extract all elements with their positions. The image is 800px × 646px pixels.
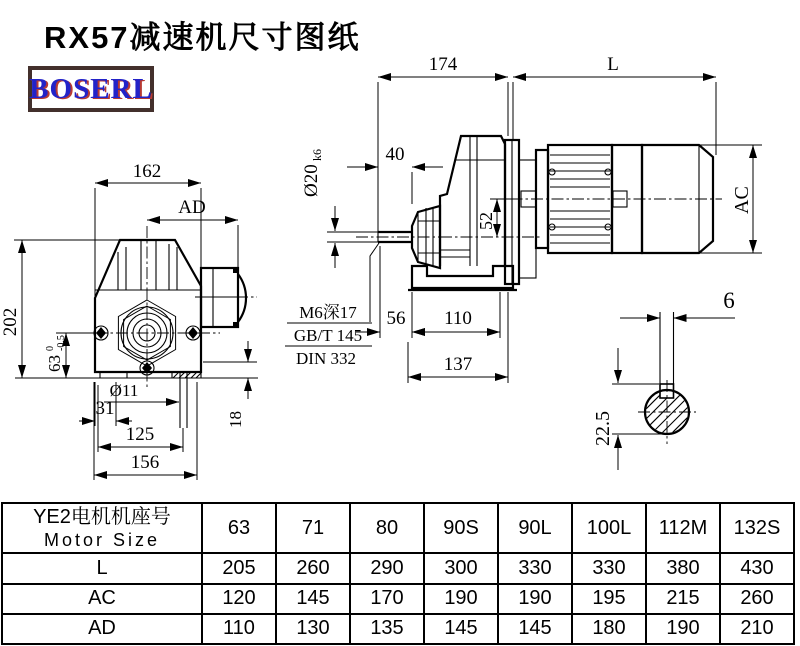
cell-AD-0: 110 (202, 614, 276, 644)
cell-AC-2: 170 (350, 584, 424, 614)
dim-hole-d11: Ø11 (109, 381, 139, 400)
cell-AC-4: 190 (498, 584, 572, 614)
col-90l: 90L (498, 503, 572, 553)
dim-shaft-dia: Ø20 (301, 164, 322, 197)
cell-AC-6: 215 (646, 584, 720, 614)
dim-31: 31 (95, 398, 115, 419)
col-71: 71 (276, 503, 350, 553)
note-m6: M6深17 (299, 303, 357, 322)
header-motor-size (2, 503, 202, 553)
col-90s: 90S (424, 503, 498, 553)
dim-40: 40 (385, 144, 405, 165)
table-row-AD (2, 614, 794, 644)
cell-L-1: 260 (276, 553, 350, 583)
col-100l: 100L (572, 503, 646, 553)
dim-18: 18 (226, 411, 245, 428)
cell-AD-4: 145 (498, 614, 572, 644)
dim-63-upper-tol: 0 (45, 346, 56, 351)
table-row-L (2, 553, 794, 583)
note-din332: DIN 332 (296, 349, 356, 368)
cell-AD-7: 210 (720, 614, 794, 644)
dim-63-lower-tol: -0.5 (56, 335, 67, 351)
dim-key-height: 22.5 (592, 411, 614, 446)
row-label-AD: AD (2, 614, 202, 644)
cell-AD-2: 135 (350, 614, 424, 644)
dim-174: 174 (428, 54, 458, 75)
cell-L-4: 330 (498, 553, 572, 583)
dim-156: 156 (130, 452, 160, 473)
dim-52: 52 (476, 212, 496, 230)
cell-AC-5: 195 (572, 584, 646, 614)
dim-L: L (607, 54, 619, 75)
dim-ad: AD (178, 197, 206, 218)
cell-L-5: 330 (572, 553, 646, 583)
cell-L-0: 205 (202, 553, 276, 583)
dim-162: 162 (132, 161, 162, 182)
header-motor-size-en: Motor Size (43, 529, 161, 550)
cell-L-6: 380 (646, 553, 720, 583)
dim-202: 202 (0, 307, 21, 337)
note-gbt145: GB/T 145 (293, 326, 363, 345)
logo-text: BOSERL (29, 72, 153, 105)
cell-AD-1: 130 (276, 614, 350, 644)
dim-56: 56 (386, 308, 406, 329)
cell-AD-5: 180 (572, 614, 646, 644)
table-row-AC (2, 584, 794, 614)
front-view (0, 161, 258, 480)
cell-AC-1: 145 (276, 584, 350, 614)
dim-110: 110 (444, 308, 472, 329)
side-view (285, 54, 762, 383)
page-title: RX57减速机尺寸图纸 (44, 20, 361, 55)
cell-L-3: 300 (424, 553, 498, 583)
dim-137: 137 (443, 354, 473, 375)
cell-L-7: 430 (720, 553, 794, 583)
row-label-L: L (2, 553, 202, 583)
cell-AC-0: 120 (202, 584, 276, 614)
cell-L-2: 290 (350, 553, 424, 583)
dim-125: 125 (125, 424, 155, 445)
cell-AC-3: 190 (424, 584, 498, 614)
dim-shaft-dia-tol: k6 (310, 149, 324, 161)
col-112m: 112M (646, 503, 720, 553)
header-motor-size-cn: YE2电机机座号 (33, 505, 171, 528)
col-63: 63 (202, 503, 276, 553)
shaft-section-view (592, 288, 735, 470)
row-label-AC: AC (2, 584, 202, 614)
cell-AC-7: 260 (720, 584, 794, 614)
dim-63: 63 (45, 355, 64, 372)
dim-ac: AC (731, 186, 753, 214)
table-header-row (2, 503, 794, 553)
motor-size-table (1, 502, 795, 645)
terminal-box (195, 268, 257, 327)
col-80: 80 (350, 503, 424, 553)
col-132s: 132S (720, 503, 794, 553)
cell-AD-3: 145 (424, 614, 498, 644)
tapped-hole-note (285, 243, 379, 368)
dim-key-width: 6 (723, 288, 735, 313)
cell-AD-6: 190 (646, 614, 720, 644)
